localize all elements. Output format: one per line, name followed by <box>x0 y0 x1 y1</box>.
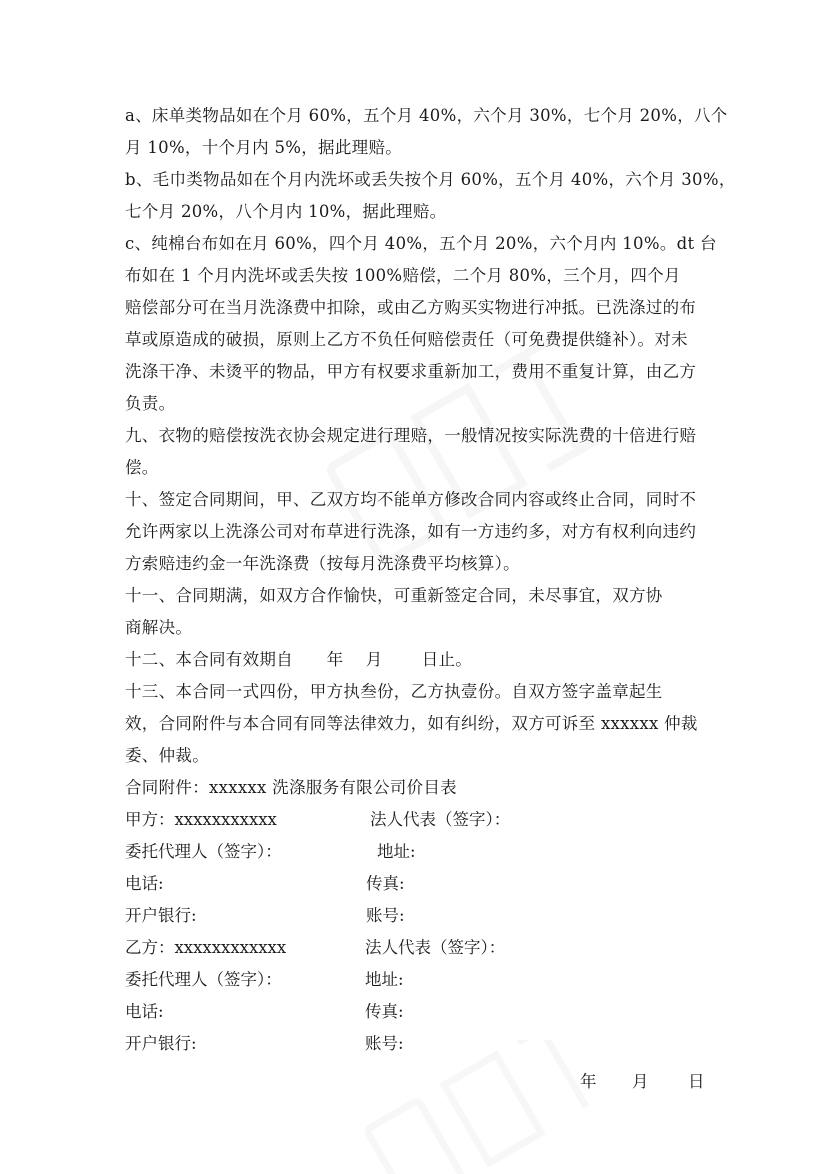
text-line: 委、仲裁。 <box>125 746 209 765</box>
party-a-name-row <box>125 804 710 836</box>
text-line: 十三、本合同一式四份，甲方执叁份，乙方执壹份。自双方签字盖章起生 <box>125 682 663 701</box>
party-a-legal-rep: 法人代表（签字）： <box>370 810 511 829</box>
party-b-account: 账号: <box>365 1034 404 1053</box>
text-line: 洗涤干净、未烫平的物品，甲方有权要求重新加工，费用不重复计算，由乙方 <box>125 362 697 381</box>
text-line: 负责。 <box>125 394 176 413</box>
party-b-legal-rep: 法人代表（签字）： <box>365 938 506 957</box>
text-line: 布如在 1 个月内洗坏或丢失按 100%赔偿，二个月 80%，三个月，四个月 <box>125 266 681 285</box>
text-line: c、纯棉台布如在月 60%，四个月 40%，五个月 20%，六个月内 10%。dt 台 <box>125 234 717 253</box>
clause-a <box>125 100 728 164</box>
text-line: 七个月 20%，八个月内 10%，据此理赔。 <box>125 202 447 221</box>
party-b-bank-row <box>125 1028 710 1060</box>
party-a-agent: 委托代理人（签字）： <box>125 842 282 861</box>
date-month: 月 <box>632 1072 649 1091</box>
clause-11 <box>125 580 710 644</box>
text-line: b、毛巾类物品如在个月内洗坏或丢失按个月 60%，五个月 40%，六个月 30%， <box>125 170 736 189</box>
clause-12 <box>125 644 710 676</box>
party-a-account: 账号: <box>366 906 405 925</box>
clause-b <box>125 164 736 228</box>
party-b-agent: 委托代理人（签字）： <box>125 970 282 989</box>
clause-c <box>125 228 717 420</box>
date-year: 年 <box>580 1072 597 1091</box>
text-line: 九、衣物的赔偿按洗衣协会规定进行理赔，一般情况按实际洗费的十倍进行赔 <box>125 426 697 445</box>
text-line: 草或原造成的破损，原则上乙方不负任何赔偿责任（可免费提供缝补）。对未 <box>125 330 688 349</box>
clause-9 <box>125 420 710 484</box>
party-b-agent-row <box>125 964 710 996</box>
text-line: 月 10%，十个月内 5%，据此理赔。 <box>125 138 403 157</box>
party-b-block <box>125 932 710 1060</box>
text-line: 效，合同附件与本合同有同等法律效力，如有纠纷，双方可诉至 xxxxxx 仲裁 <box>125 714 698 733</box>
date-day: 日 <box>688 1072 705 1091</box>
party-b-name: 乙方：xxxxxxxxxxxx <box>125 938 287 957</box>
party-a-block <box>125 804 710 932</box>
contract-body <box>125 100 736 1098</box>
party-b-phone: 电话: <box>125 1002 164 1021</box>
party-a-address: 地址: <box>377 842 416 861</box>
text-line: 十、签定合同期间，甲、乙双方均不能单方修改合同内容或终止合同，同时不 <box>125 490 697 509</box>
party-a-phone: 电话: <box>125 874 164 893</box>
party-a-bank-row <box>125 900 710 932</box>
clause-13 <box>125 676 710 772</box>
party-b-address: 地址: <box>365 970 404 989</box>
text-line: 赔偿部分可在当月洗涤费中扣除，或由乙方购买实物进行冲抵。已洗涤过的布 <box>125 298 697 317</box>
text-line: 十一、合同期满，如双方合作愉快，可重新签定合同，未尽事宜，双方协 <box>125 586 663 605</box>
party-a-fax: 传真: <box>366 874 405 893</box>
attachment-line <box>125 772 710 804</box>
party-b-phone-row <box>125 996 710 1028</box>
clause-10 <box>125 484 710 580</box>
party-b-name-row <box>125 932 710 964</box>
party-a-agent-row <box>125 836 710 868</box>
text-line: 允许两家以上洗涤公司对布草进行洗涤，如有一方违约多，对方有权利向违约 <box>125 522 697 541</box>
party-a-bank: 开户银行: <box>125 906 197 925</box>
signing-date <box>125 1066 710 1098</box>
party-a-phone-row <box>125 868 710 900</box>
text-line: 商解决。 <box>125 618 193 637</box>
text-line: 合同附件：xxxxxx 洗涤服务有限公司价目表 <box>125 778 457 797</box>
text-line: 方索赔违约金一年洗涤费（按每月洗涤费平均核算）。 <box>125 554 520 573</box>
text-line: 偿。 <box>125 458 159 477</box>
text-line: a、床单类物品如在个月 60%，五个月 40%，六个月 30%，七个月 20%，八个 <box>125 106 728 125</box>
party-b-bank: 开户银行: <box>125 1034 197 1053</box>
party-b-fax: 传真: <box>365 1002 404 1021</box>
text-line: 十二、本合同有效期自 年 月 日止。 <box>125 650 473 669</box>
party-a-name: 甲方：xxxxxxxxxxx <box>125 810 277 829</box>
